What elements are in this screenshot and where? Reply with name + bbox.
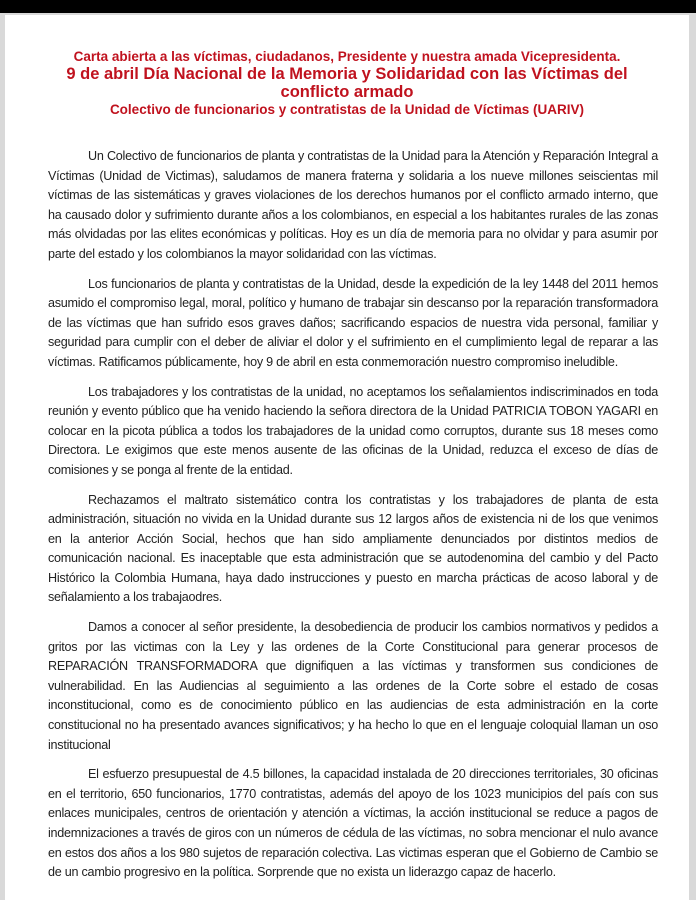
letter-author: Colectivo de funcionarios y contratistas de la Unidad de Víctimas (UARIV) — [109, 102, 585, 117]
letter-body — [48, 147, 658, 893]
paragraph-commitment: Los funcionarios de planta y contratistas de la Unidad, desde la expedición de la ley 1448 del 2011 hemos asumido el compromiso legal, moral, político y humano de trabajar sin descanso por la reparación transformadora de las víctimas que han sufrido esos graves daños; sacrificando espacios de nuestra vida personal, familiar y seguridad para cumplir con el deber de aliviar el dolor y el sufrimiento en el cumplimiento legal de reparar a las víctimas. Ratificamos públicamente, hoy 9 de abril en esta conmemoración nuestro compromiso ineludible. — [48, 276, 658, 369]
document-page — [5, 15, 689, 900]
letter-salutation-title: Carta abierta a las víctimas, ciudadanos, Presidente y nuestra amada Vicepresidenta. — [73, 49, 621, 64]
paragraph-budget: El esfuerzo presupuestal de 4.5 billones, la capacidad instalada de 20 direcciones territoriales, 30 oficinas en el territorio, 650 funcionarios, 1770 contratistas, además del apoyo de los 1023 municipios del país con sus enlaces municipales, centros de orientación y atención a víctimas, la acción institucional se reduce a pagos de indemnizaciones a través de giros con un números de cédula de las víctimas, no sobra mencionar el nulo avance en estos dos años a los 980 sujetos de reparación colectiva. Las victimas esperan que el Gobierno de Cambio se de un cambio progresivo en la política. Sorprende que no exista un liderazgo capaz de hacerlo. — [48, 767, 658, 880]
paragraph-mistreatment: Rechazamos el maltrato sistemático contra los contratistas y los trabajadores de planta de esta administración, situación no vivida en la Unidad durante sus 12 largos años de existencia ni de los que venimos en la anterior Acción Social, hechos que han sido ampliamente denunciados por distintos medios de comunicación nacional. Es inaceptable que esta administración que se autodenomina del cambio y del Pacto Histórico la Colombia Humana, haya dado instrucciones y puesto en marcha prácticas de acoso laboral y de señalamiento a los trabajaodres. — [48, 492, 658, 605]
paragraph-disobedience: Damos a conocer al señor presidente, la desobediencia de producir los cambios normativos y pedidos a gritos por las victimas con la Ley y las ordenes de la Corte Constitucional para generar procesos de REPARACIÓN TRANSFORMADORA que dignifiquen a las víctimas y transformen sus condiciones de vulnerabilidad. En las Audiencias al seguimiento a las ordenes de la Corte sobre el estado de cosas inconstitucional, como es de conocimiento público en las audiencias de esta administración en la corte constitucional no ha presentado avances significativos; y ha hecho lo que en el lenguaje coloquial llaman un oso institucional — [48, 620, 658, 752]
letter-main-title: 9 de abril Día Nacional de la Memoria y Solidaridad con las Víctimas del conflicto armado — [66, 65, 628, 101]
letter-header — [5, 48, 689, 118]
top-bar — [0, 0, 696, 13]
paragraph-rejection-accusations: Los trabajadores y los contratistas de la unidad, no aceptamos los señalamientos indiscriminados en toda reunión y evento público que ha venido haciendo la señora directora de la Unidad PATRICIA TOBON YAGARI en colocar en la picota pública a todos los trabajadores de la unidad como corruptos, durante sus 18 meses como Directora. Le exigimos que este menos ausente de las oficinas de la Unidad, reduzca el exceso de días de comisiones y se ponga al frente de la entidad. — [48, 384, 658, 477]
paragraph-greeting: Un Colectivo de funcionarios de planta y contratistas de la Unidad para la Atención y Reparación Integral a Víctimas (Unidad de Victimas), saludamos de manera fraterna y solidaria a los nueve millones seiscientas mil víctimas de las sistemáticas y graves violaciones de los derechos humanos por el conflicto armado interno, que ha causado dolor y sufrimiento durante años a los colombianos, en especial a los habitantes rurales de las zonas más olvidadas por las elites económicas y políticas. Hoy es un día de memoria para no olvidar y para asumir por parte del estado y los colombianos la mayor solidaridad con las víctimas. — [48, 149, 658, 261]
